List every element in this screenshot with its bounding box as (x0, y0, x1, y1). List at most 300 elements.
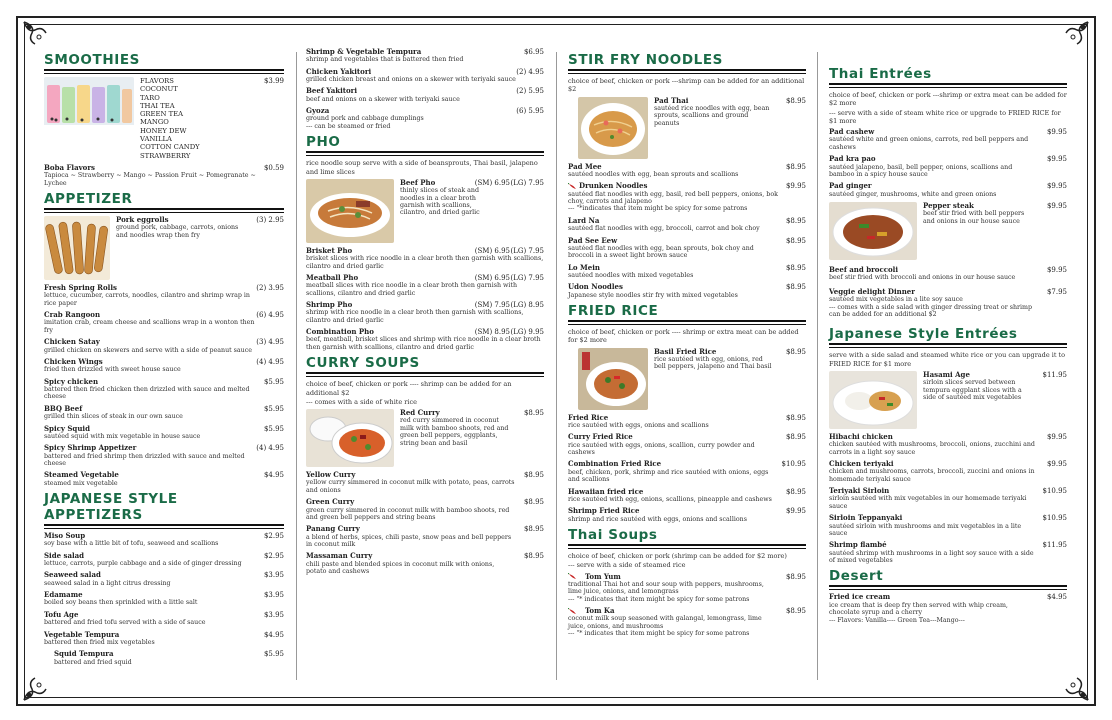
item-name: Sirloin Teppanyaki (829, 513, 903, 523)
menu-item-featured (306, 179, 544, 243)
item-name: Meatball Pho (306, 272, 359, 282)
item-description: ice cream that is deep fry then served with whip cream, chocolate syrup and a cherry (829, 601, 1008, 617)
item-price: $9.95 (785, 182, 806, 191)
menu-column-1 (44, 48, 284, 670)
item-name: Miso Soup (44, 531, 86, 541)
item-name: Pepper steak (923, 201, 974, 211)
basil-fried-rice-photo (578, 348, 648, 410)
menu-item (829, 266, 1067, 282)
item-name-line (568, 182, 778, 190)
menu-item (44, 164, 284, 187)
item-description: Tapioca ~ Strawberry ~ Mango ~ Passion Fruit ~ Pomegranate ~ Lychee (44, 172, 256, 187)
menu-item (44, 552, 284, 568)
item-price: (4) 4.95 (256, 358, 284, 366)
item-price: $9.95 (1046, 202, 1067, 211)
section-title-stir-fry-noodles: STIR FRY NOODLES (568, 52, 724, 68)
menu-item-featured (44, 216, 284, 280)
item-name: Basil Fried Rice (654, 346, 717, 356)
stir-fry-list (568, 163, 806, 299)
item-description: rice sautéed with eggs, onions and scallions (568, 421, 709, 429)
item-price: $11.95 (1042, 370, 1067, 379)
item-price: $8.95 (785, 236, 806, 245)
section-title-japanese-entrees: Japanese Style Entrées (829, 326, 1018, 343)
flavor-item: GREEN TEA (140, 110, 183, 119)
smoothie-photo (44, 77, 134, 160)
item-name: Lo Mein (568, 262, 600, 272)
item-description: a blend of herbs, spices, chili paste, snow peas and bell peppers in coconut milk (306, 533, 512, 549)
item-price: $4.95 (263, 471, 284, 480)
item-price-small: (SM) 6.95 (474, 273, 510, 282)
item-note: --- comes with a side salad with ginger dressing treat or shrimp can be added for an additional $2 (829, 303, 1033, 318)
menu-item-featured (829, 371, 1067, 429)
item-price: $9.95 (1046, 128, 1067, 137)
item-description: yellow curry simmered in coconut milk with potato, peas, carrots and onions (306, 479, 515, 494)
item-price: $8.95 (785, 162, 806, 171)
item-price: $8.95 (523, 525, 544, 534)
item-price: $8.95 (785, 413, 806, 422)
menu-item (829, 541, 1067, 564)
item-price-large: (LG) 7.95 (510, 178, 544, 187)
item-description: grilled thin slices of steak in our own sauce (44, 413, 183, 421)
pepper-steak-photo (829, 202, 917, 260)
item-name: Chicken Wings (44, 357, 103, 366)
item-description: sautéed noodles with mixed vegetables (568, 271, 694, 279)
menu-item (829, 487, 1067, 510)
section-note: choice of beef, chicken or pork ---shrimp can be added for an additional $2 (568, 77, 805, 94)
item-description: battered then fried chicken then drizzled with sauce and melted cheese (44, 386, 250, 401)
item-name: Panang Curry (306, 524, 360, 534)
item-price: $9.95 (1046, 266, 1067, 275)
menu-item (568, 507, 806, 523)
item-name: Udon Noodles (568, 282, 623, 292)
section-title-appetizer: APPETIZER (44, 191, 133, 208)
menu-item (44, 425, 284, 441)
item-name: Fried Rice (568, 412, 609, 422)
fried-rice-list (568, 414, 806, 523)
item-description: sautéed mix vegetables in a lite soy sauce (829, 296, 963, 304)
item-name: Hibachi chicken (829, 431, 893, 441)
item-price: $8.95 (785, 283, 806, 292)
item-name: Vegetable Tempura (44, 629, 120, 639)
item-name: Shrimp & Vegetable Tempura (306, 47, 422, 56)
item-price: $8.95 (785, 572, 806, 581)
menu-item (568, 264, 806, 280)
menu-item (44, 311, 284, 334)
item-description: rice sautéed with eggs, onions, scallion, curry powder and cashews (568, 441, 755, 457)
menu-item (568, 182, 806, 213)
item-name: Pad Thai (654, 95, 689, 105)
item-price: $9.95 (1046, 432, 1067, 441)
section-note: choice of beef, chicken or pork ---- shrimp or extra meat can be added for $2 more (568, 328, 799, 345)
title-line: APPETIZERS (44, 507, 143, 524)
item-description: coconut milk soup seasoned with galangal, lemongrass, lime juice, onions, and mushrooms (568, 615, 762, 630)
item-price: $9.95 (1046, 182, 1067, 191)
chili-pepper-icon (568, 573, 577, 580)
pad-thai-photo (578, 97, 648, 159)
item-name: Boba Flavors (44, 162, 95, 172)
section-title-fried-rice: FRIED RICE (568, 303, 659, 320)
item-price: $5.95 (263, 424, 284, 433)
item-price: $3.95 (263, 571, 284, 580)
column-divider (556, 52, 557, 680)
item-price-small: (SM) 8.95 (474, 328, 510, 337)
item-name: Pad kra pao (829, 154, 876, 164)
item-price: $8.95 (785, 607, 806, 616)
item-name: Massaman Curry (306, 551, 373, 561)
menu-column-3 (568, 48, 806, 642)
section-rule (44, 69, 284, 74)
section-note: choice of beef, chicken or pork ---shrimp or extra meat can be added for $2 more (829, 91, 1067, 108)
menu-item (306, 498, 544, 521)
item-description: shrimp and rice sautéed with eggs, onions and scallions (568, 515, 747, 523)
corner-ornament-icon (1062, 18, 1092, 48)
item-price-large: (LG) 7.95 (510, 273, 544, 282)
section-rule (829, 585, 1067, 590)
item-price-small: (SM) 6.95 (474, 178, 510, 187)
menu-item-featured (568, 348, 806, 410)
item-description: steamed mix vegetable (44, 479, 118, 487)
item-name: Shrimp Pho (306, 300, 353, 310)
menu-item (829, 128, 1067, 151)
item-name: Spicy chicken (44, 376, 99, 386)
menu-item (568, 414, 806, 430)
item-description: lettuce, cucumber, carrots, noodles, cilantro and shrimp wrap in rice paper (44, 292, 250, 307)
flavor-item: FLAVORS (140, 77, 174, 85)
menu-item (568, 237, 806, 260)
item-description: sautéed flat noodles with egg, broccoli, carrot and bok choy (568, 225, 760, 233)
flavor-item: HONEY DEW (140, 126, 187, 135)
chili-pepper-icon (568, 183, 577, 190)
item-price: $9.95 (1046, 155, 1067, 164)
item-price: $11.95 (1042, 541, 1067, 550)
menu-item (829, 288, 1067, 319)
menu-item (306, 274, 544, 297)
item-price: $7.95 (1046, 287, 1067, 296)
menu-item (306, 107, 544, 130)
menu-item (306, 68, 544, 84)
section-note: choice of beef, chicken or pork ---- shrimp can be added for an additional $2 (306, 380, 512, 397)
item-description: sautéed white and green onions, carrots, red bell peppers and cashews (829, 136, 1029, 151)
section-title-thai-soups: Thai Soups (568, 526, 658, 543)
menu-item (306, 471, 544, 494)
item-description: sautéed rice noodles with egg, bean sprouts, scallions and ground peanuts (654, 104, 770, 127)
menu-item (306, 552, 544, 575)
item-description: sautéed squid with mix vegetable in house sauce (44, 432, 201, 440)
section-title-desert: Desert (829, 568, 884, 585)
item-name: Hawaiian fried rice (568, 486, 644, 496)
section-rule (44, 524, 284, 529)
item-description: traditional Thai hot and sour soup with peppers, mushrooms, lime juice, onions, and lemongrass (568, 580, 764, 596)
item-description: battered and fried tofu served with a side of sauce (44, 619, 206, 627)
item-description: Japanese style noodles stir fry with mixed vegetables (568, 291, 738, 299)
japanese-entrees-list (829, 433, 1067, 565)
item-description: imitation crab, cream cheese and scallions wrap in a wonton then fry (44, 319, 255, 334)
item-name: BBQ Beef (44, 403, 83, 413)
item-description: ground pork and cabbage dumplings (306, 115, 424, 123)
item-name: Drunken Noodles (579, 181, 648, 191)
item-name: Tom Ka (585, 606, 615, 616)
section-title-thai-entrees: Thai Entrées (829, 66, 932, 82)
item-description: fried then drizzled with sweet house sauce (44, 366, 181, 374)
menu-item (829, 514, 1067, 537)
item-description: chicken sautéed with mushrooms, broccoli, onions, zucchini and carrots in a light soy sauce (829, 441, 1035, 456)
menu-item (568, 163, 806, 179)
curry-photo (306, 409, 394, 467)
item-description: beef and onions on a skewer with teriyaki sauce (306, 95, 460, 103)
item-price: $0.59 (263, 163, 284, 172)
flavor-item: STRAWBERRY (140, 151, 191, 160)
item-price: $3.95 (263, 591, 284, 600)
item-price: (2) 4.95 (516, 67, 544, 76)
menu-item (44, 405, 284, 421)
item-name: Steamed Vegetable (44, 470, 119, 480)
menu-item (44, 471, 284, 487)
japanese-appetizer-list-continued (306, 48, 544, 130)
section-rule (568, 320, 806, 325)
section-rule (568, 544, 806, 549)
curry-list (306, 471, 544, 575)
item-description: beef, meatball, brisket slices and shrimp with rice noodle in a clear broth then garnish with scallions, cilantro and dried garlic (306, 336, 541, 351)
item-price: $8.95 (785, 263, 806, 272)
item-name: Chicken Yakitori (306, 66, 372, 76)
item-description: seaweed salad in a light citrus dressing (44, 579, 171, 587)
menu-item (44, 378, 284, 401)
item-description: beef, chicken, pork, shrimp and rice sautéed with onions, eggs and scallions (568, 468, 769, 484)
item-description: chicken and mushrooms, carrots, broccoli, zuccini and onions in homemade teriyaki sauce (829, 468, 1035, 483)
menu-item-featured (306, 409, 544, 467)
menu-item (306, 87, 544, 103)
item-note: --- "* indicates that item might be spicy for some patrons (568, 630, 750, 638)
menu-item (44, 358, 284, 374)
item-note: --- can be steamed or fried (306, 122, 391, 130)
menu-item (306, 48, 544, 64)
flavor-item: COTTON CANDY (140, 143, 200, 152)
section-note: --- serve with a side of steamed rice (568, 561, 686, 570)
section-rule (306, 151, 544, 156)
item-price-large: (LG) 9.95 (510, 328, 544, 337)
item-price: $8.95 (785, 433, 806, 442)
item-price: $3.95 (263, 610, 284, 619)
item-price-large: (LG) 7.95 (510, 246, 544, 255)
flavor-item: TARO (140, 93, 160, 102)
item-price-large: (LG) 8.95 (510, 301, 544, 310)
item-price: $2.95 (263, 551, 284, 560)
menu-item (568, 433, 806, 456)
item-price: $10.95 (1042, 487, 1067, 496)
flavor-item: COCONUT (140, 85, 178, 94)
flavor-item: VANILLA (140, 135, 172, 144)
item-price: $8.95 (523, 471, 544, 480)
menu-item (829, 593, 1067, 624)
item-price: $8.95 (785, 216, 806, 225)
item-description: beef stir fried with broccoli and onions in our house sauce (829, 274, 1016, 282)
menu-item (44, 444, 284, 467)
item-description: sautéed shrimp with mushrooms in a light soy sauce with a side of mixed vegetables (829, 549, 1034, 565)
chili-pepper-icon (568, 608, 577, 615)
item-name: Beef Yakitori (306, 86, 358, 96)
menu-item (44, 631, 284, 647)
item-description: soy base with a little bit of tofu, seaweed and scallions (44, 540, 219, 548)
corner-ornament-icon (20, 18, 50, 48)
item-description: battered and fried shrimp then drizzled with sauce and melted cheese (44, 452, 245, 467)
menu-item (568, 460, 806, 483)
item-name: Squid Tempura (54, 649, 114, 659)
item-price: $8.95 (523, 552, 544, 561)
item-description: brisket slices with rice noodle in a clear broth then garnish with scallions, cilantro and dried garlic (306, 255, 544, 270)
menu-item (568, 573, 806, 604)
thai-entrees-list (829, 128, 1067, 198)
section-title-smoothies: SMOOTHIES (44, 52, 140, 68)
menu-column-2 (306, 48, 544, 580)
menu-item (44, 611, 284, 627)
menu-item (44, 338, 284, 354)
item-name: Veggie delight Dinner (829, 286, 915, 296)
item-description: thinly slices of steak and noodles in a clear broth garnish with scallions, cilantro, and dried garlic (400, 187, 480, 217)
item-name: Lard Na (568, 215, 600, 225)
item-price: $4.95 (1046, 593, 1067, 602)
item-description: lettuce, carrots, purple cabbage and a side of ginger dressing (44, 560, 242, 568)
menu-item (568, 217, 806, 233)
menu-item (829, 433, 1067, 456)
section-note: --- comes with a side of white rice (306, 397, 417, 406)
column-divider (817, 52, 818, 680)
item-description: battered then fried mix vegetables (44, 638, 155, 646)
item-name: Chicken teriyaki (829, 459, 894, 469)
item-description: rice sautéed with egg, onions, red bell peppers, jalapeno and Thai basil (654, 355, 772, 371)
menu-item (829, 155, 1067, 178)
section-rule (306, 372, 544, 377)
item-name: Hasami Age (923, 369, 970, 379)
section-note: choice of beef, chicken or pork (shrimp can be added for $2 more) (568, 551, 787, 560)
item-name: Chicken Satay (44, 337, 100, 347)
item-description: sautéed noodles with egg, bean sprouts and scallions (568, 170, 739, 178)
item-name: Spicy Shrimp Appetizer (44, 443, 137, 453)
corner-ornament-icon (1062, 674, 1092, 704)
column-divider (296, 52, 297, 680)
menu-item (568, 607, 806, 638)
item-price: (3) 2.95 (256, 216, 284, 225)
section-title-pho: PHO (306, 134, 341, 151)
item-price: $5.95 (263, 650, 284, 659)
item-name: Shrimp Fried Rice (568, 506, 640, 516)
item-description: grilled chicken breast and onions on a skewer with teriyaki sauce (306, 76, 516, 83)
menu-column-4 (829, 62, 1067, 628)
item-price: (2) 5.95 (516, 87, 544, 96)
item-price: $3.99 (263, 77, 284, 85)
item-price: $8.95 (785, 96, 806, 105)
item-description: chili paste and blended spices in coconut milk with onions, potato and cashews (306, 560, 495, 576)
item-price: $4.95 (263, 630, 284, 639)
item-price: $8.95 (785, 487, 806, 496)
item-note: --- "*indicates that item might be spicy for some patrons (568, 205, 748, 213)
item-name: Pad ginger (829, 181, 872, 191)
item-name: Pork eggrolls (116, 215, 169, 225)
section-note: serve with a side salad and steamed white rice or you can upgrade it to FRIED RICE for $1 more (829, 351, 1066, 368)
item-price: $2.95 (263, 532, 284, 541)
item-description: sautéed jalapeno, basil, bell pepper, onions, scallions and bamboo in a spicy house sauce (829, 163, 1013, 178)
menu-item (568, 488, 806, 504)
item-price: (6) 5.95 (516, 107, 544, 116)
corner-ornament-icon (20, 674, 50, 704)
item-description: shrimp with rice noodle in a clear broth then garnish with scallions, cilantro and dried garlic (306, 309, 524, 324)
item-description: red curry simmered in coconut milk with bamboo shoots, red and green bell peppers, eggplants, string bean and basil (400, 417, 509, 447)
item-price: $10.95 (1042, 514, 1067, 523)
item-price: $9.95 (785, 507, 806, 516)
item-name: Brisket Pho (306, 245, 353, 255)
item-name: Side salad (44, 550, 85, 560)
item-name: Beef Pho (400, 177, 436, 187)
flavor-item: MANGO (140, 118, 169, 127)
thai-soups-list (568, 573, 806, 638)
item-description: meatball slices with rice noodle in a clear broth then garnish with scallions, cilantro and dried garlic (306, 282, 518, 297)
menu-item (306, 301, 544, 324)
appetizer-list (44, 284, 284, 487)
flavor-item: THAI TEA (140, 101, 175, 110)
pho-photo (306, 179, 394, 243)
item-description: rice sautéed with egg, onions, scallions, pineapple and cashews (568, 495, 772, 503)
item-description: shrimp and vegetables that is battered then fried (306, 56, 464, 64)
item-name: Red Curry (400, 408, 440, 418)
item-name: Crab Rangoon (44, 310, 101, 320)
item-description: sautéed flat noodles with egg, bean sprouts, bok choy and broccoli in a sweet light brown sauce (568, 244, 754, 260)
item-name: Green Curry (306, 497, 355, 507)
title-line: JAPANESE STYLE (44, 491, 178, 508)
item-name: Edamame (44, 590, 83, 600)
item-description: boiled soy beans then sprinkled with a little salt (44, 599, 198, 607)
item-description: grilled chicken on skewers and serve with a side of peanut sauce (44, 346, 252, 354)
menu-item (44, 532, 284, 548)
menu-item (829, 460, 1067, 483)
section-title-japanese-appetizers (44, 491, 284, 523)
item-description: sirloin sautéed with mix vegetables in our homemade teriyaki sauce (829, 495, 1027, 510)
item-description: beef stir fried with bell peppers and onions in our house sauce (923, 210, 1025, 225)
section-rule (829, 343, 1067, 348)
item-name: Tom Yum (585, 571, 621, 581)
item-name: Combination Pho (306, 327, 374, 337)
smoothie-flavor-list (140, 77, 284, 160)
item-name: Fresh Spring Rolls (44, 283, 117, 293)
item-name: Tofu Age (44, 609, 79, 619)
item-price-small: (SM) 7.95 (474, 301, 510, 310)
item-name: Combination Fried Rice (568, 459, 662, 469)
item-name: Yellow Curry (306, 470, 356, 480)
item-description: ground pork, cabbage, carrots, onions and noodles wrap then fry (116, 224, 239, 239)
menu-item (44, 284, 284, 307)
section-note: --- serve with a side of steam white rice or upgrade to FRIED RICE for $1 more (829, 108, 1061, 125)
item-note: --- Flavors: Vanilla---- Green Tea---Mango--- (829, 616, 965, 624)
menu-item (568, 283, 806, 299)
menu-item (44, 571, 284, 587)
section-title-curry-soups: CURRY SOUPS (306, 355, 420, 372)
item-description: sautéed flat noodles with egg, basil, red bell peppers, onions, bok choy, carrots and jalapeno (568, 190, 778, 205)
item-description: sautéed ginger, mushrooms, white and green onions (829, 190, 997, 198)
menu-item (306, 328, 544, 351)
eggroll-photo (44, 216, 110, 280)
item-name: Fried ice cream (829, 592, 891, 602)
item-name: Teriyaki Sirloin (829, 486, 890, 496)
item-name: Pad Mee (568, 161, 602, 171)
japanese-appetizer-list (44, 532, 284, 666)
smoothies-block (44, 77, 284, 160)
menu-item (306, 247, 544, 270)
item-name: Seaweed salad (44, 570, 101, 580)
menu-item (306, 525, 544, 548)
menu-item (44, 650, 284, 666)
hasami-age-photo (829, 371, 917, 429)
item-price: (6) 4.95 (256, 311, 284, 320)
item-name: Spicy Squid (44, 423, 90, 433)
item-price: $9.95 (1046, 460, 1067, 469)
